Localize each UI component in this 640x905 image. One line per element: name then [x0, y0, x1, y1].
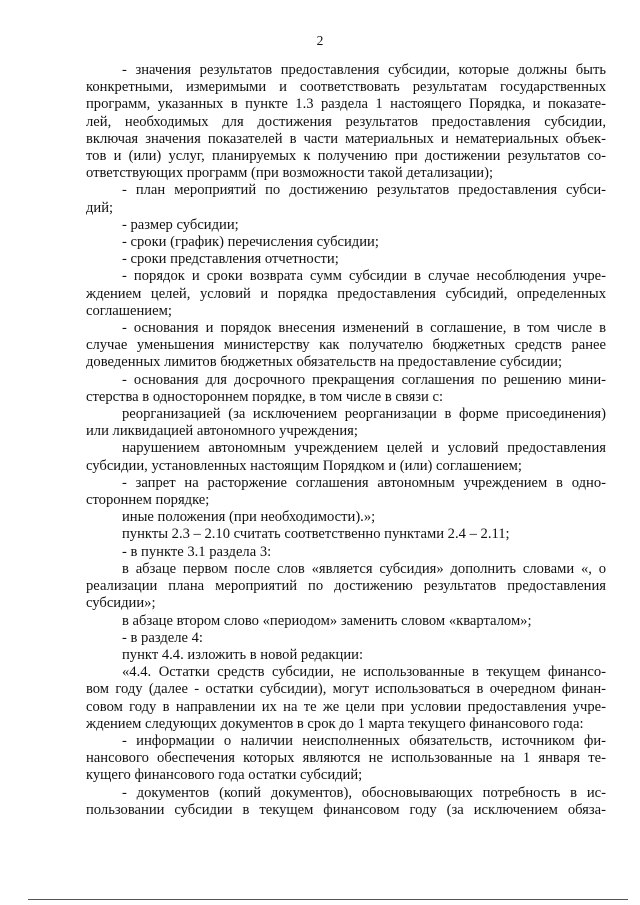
text-line: - сроки представления отчетности; [122, 251, 339, 268]
text-line: в абзаце втором слово «периодом» заменить словом «кварталом»; [122, 612, 532, 629]
text-line: ответствующих программ (при возможности такой детализации); [86, 165, 494, 182]
text-line: субсидии, установленных настоящим Порядком и (или) соглашением; [86, 457, 522, 474]
text-line: - документов (копий документов), обосновывающих потребность в ис- [122, 784, 606, 801]
text-line: доведенных лимитов бюджетных обязательств на предоставление субсидии; [86, 354, 563, 371]
text-line: пункты 2.3 – 2.10 считать соответственно пунктами 2.4 – 2.11; [122, 526, 510, 543]
text-line: случае уменьшения министерству как получателю бюджетных средств ранее [86, 337, 606, 354]
text-line: совом году в направлении их на те же цели при условии предоставления учре- [86, 698, 606, 715]
text-line: лей, необходимых для достижения результатов предоставления субсидии, [86, 113, 606, 130]
text-line: - в разделе 4: [122, 629, 203, 646]
text-line: пункт 4.4. изложить в новой редакции: [122, 646, 363, 663]
text-line: программ, указанных в пункте 1.3 раздела 1 настоящего Порядка, и показате- [86, 96, 606, 113]
text-line: - основания и порядок внесения изменений в соглашение, в том числе в [122, 320, 606, 337]
text-line: нансового обеспечения которых являются не использованные на 1 января те- [86, 750, 606, 767]
text-line: - сроки (график) перечисления субсидии; [122, 234, 379, 251]
page-number: 2 [316, 33, 324, 48]
text-line: в абзаце первом после слов «является субсидия» дополнить словами «, о [122, 560, 606, 577]
text-line: иные положения (при необходимости).»; [122, 509, 376, 526]
text-line: - в пункте 3.1 раздела 3: [122, 543, 272, 560]
text-line: включая значения показателей в части материальных и нематериальных объек- [86, 130, 606, 147]
text-line: - информации о наличии неисполненных обязательств, источником фи- [122, 732, 606, 749]
text-line: реализации плана мероприятий по достижению результатов предоставления [86, 578, 606, 595]
text-line: ждением следующих документов в срок до 1 марта текущего финансового года: [86, 715, 584, 732]
text-line: дий; [86, 199, 114, 216]
text-line: нарушением автономным учреждением целей и условий предоставления [122, 440, 606, 457]
text-line: стороннем порядке; [86, 492, 210, 509]
text-line: - основания для досрочного прекращения соглашения по решению мини- [122, 371, 606, 388]
text-line: субсидии»; [86, 595, 156, 612]
bottom-divider [28, 899, 628, 900]
text-line: соглашением; [86, 302, 172, 319]
text-line: - порядок и сроки возврата сумм субсидии в случае несоблюдения учре- [122, 268, 606, 285]
text-line: - значения результатов предоставления субсидии, которые должны быть [122, 62, 606, 78]
text-line: - запрет на расторжение соглашения автономным учреждением в одно- [122, 474, 606, 491]
text-line: тов и (или) услуг, планируемых к получению при достижении результатов со- [86, 148, 606, 165]
text-line: - план мероприятий по достижению результатов предоставления субси- [122, 182, 606, 199]
text-line: «4.4. Остатки средств субсидии, не использованные в текущем финансо- [122, 664, 606, 681]
text-line: пользовании субсидии в текущем финансовом году (за исключением обяза- [86, 801, 606, 818]
text-line: - размер субсидии; [122, 216, 239, 233]
text-line: кущего финансового года остатки субсидий; [86, 767, 363, 784]
text-line: реорганизацией (за исключением реорганизации в форме присоединения) [122, 406, 606, 423]
document-body [86, 62, 606, 819]
text-line: стерства в одностороннем порядке, в том числе в связи с: [86, 388, 444, 405]
text-line: или ликвидацией автономного учреждения; [86, 423, 358, 440]
text-line: вом году (далее - остатки субсидии), могут использоваться в очередном финан- [86, 681, 606, 698]
text-line: конкретными, измеримыми и соответствовать результатам государственных [86, 79, 606, 96]
text-line: ждением целей, условий и порядка предоставления субсидий, определенных [86, 285, 606, 302]
